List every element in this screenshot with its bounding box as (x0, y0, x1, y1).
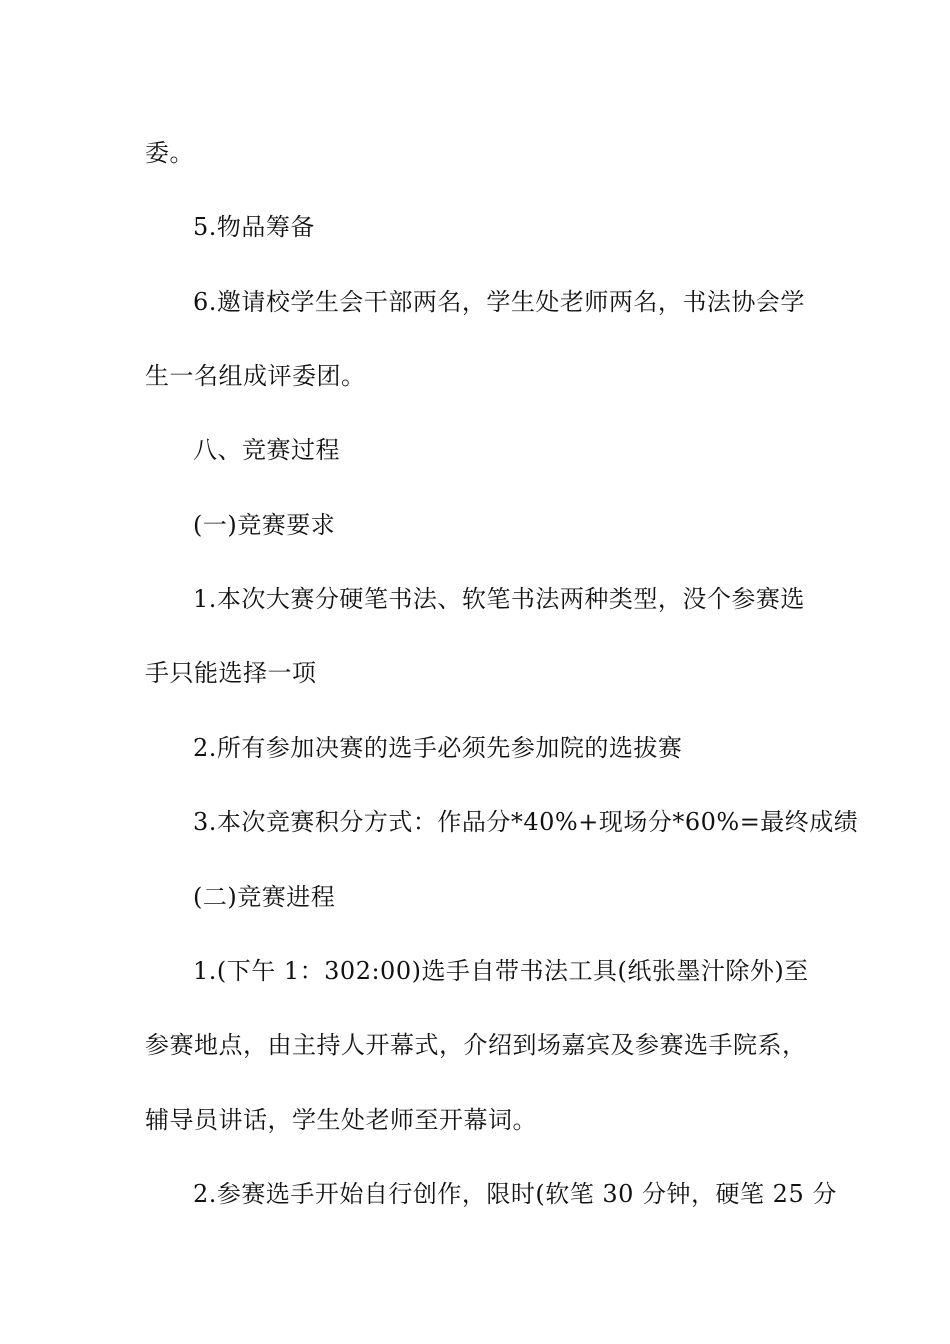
text-line: 3.本次竞赛积分方式：作品分*40%+现场分*60%=最终成绩 (193, 808, 859, 836)
section-heading: 八、竞赛过程 (193, 436, 340, 464)
text-line: 委。 (145, 139, 194, 167)
text-line: 辅导员讲话，学生处老师至开幕词。 (145, 1106, 537, 1134)
text-line: 生一名组成评委团。 (145, 362, 366, 390)
text-line: 1.本次大赛分硬笔书法、软笔书法两种类型，没个参赛选 (193, 585, 805, 613)
text-line: 2.参赛选手开始自行创作，限时(软笔 30 分钟，硬笔 25 分 (193, 1180, 837, 1208)
text-line: 1.(下午 1：302:00)选手自带书法工具(纸张墨汁除外)至 (193, 957, 809, 985)
text-line: 手只能选择一项 (145, 659, 317, 687)
subsection-heading: (二)竞赛进程 (193, 883, 336, 911)
text-line: 参赛地点，由主持人开幕式，介绍到场嘉宾及参赛选手院系， (145, 1031, 807, 1059)
subsection-heading: (一)竞赛要求 (193, 511, 336, 539)
text-line: 6.邀请校学生会干部两名，学生处老师两名，书法协会学 (193, 288, 805, 316)
text-line: 5.物品筹备 (193, 213, 315, 241)
text-line: 2.所有参加决赛的选手必须先参加院的选拔赛 (193, 734, 683, 762)
